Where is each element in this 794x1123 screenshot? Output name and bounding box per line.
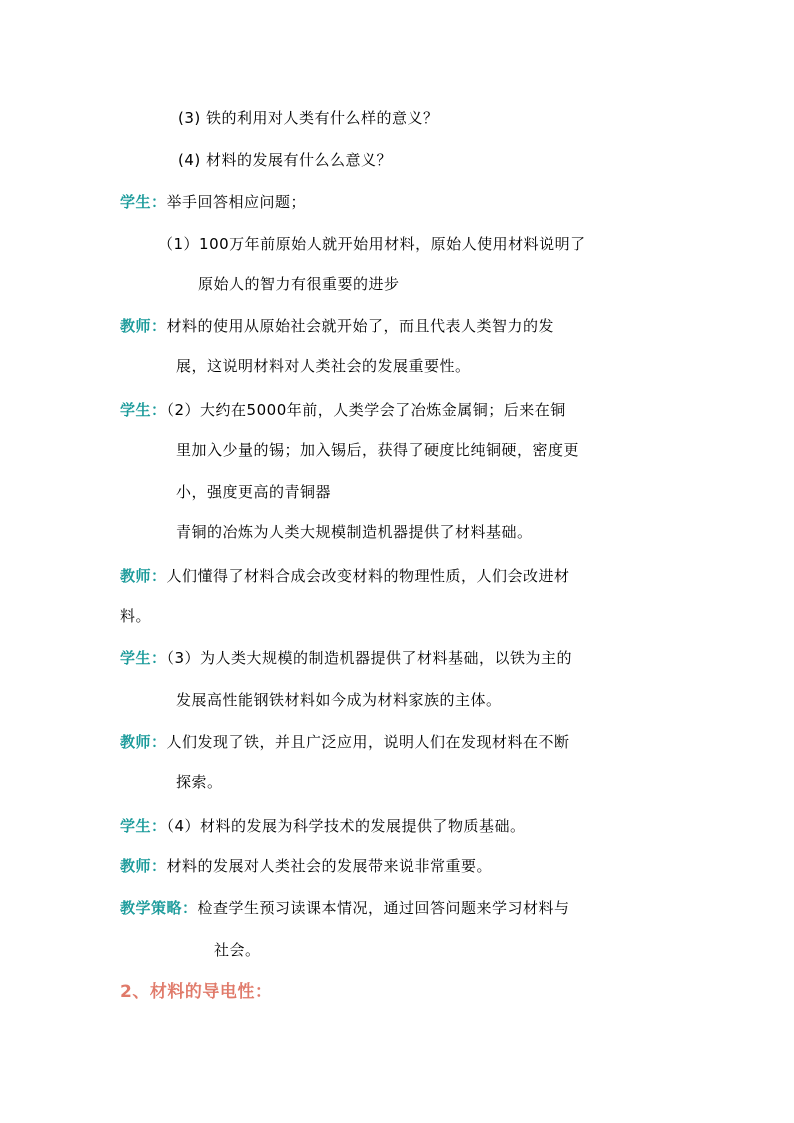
student-response-2 [120,400,566,420]
student-response-4 [120,816,526,836]
answer-1-line-2: 原始人的智力有很重要的进步 [198,275,400,293]
response-text: 材料的使用从原始社会就开始了，而且代表人类智力的发 [166,317,555,335]
teacher-response-1 [120,316,554,336]
student-response-2-line-4: 青铜的冶炼为人类大规模制造机器提供了材料基础。 [176,523,533,541]
student-response-3 [120,648,572,668]
student-response-3-line-2: 发展高性能钢铁材料如今成为材料家族的主体。 [176,691,502,709]
teacher-response-3-line-2: 探索。 [176,773,223,791]
teacher-response-4 [120,856,492,876]
speaker-label: 学生： [120,401,167,419]
student-response-2-line-3: 小，强度更高的青铜器 [176,483,332,501]
teacher-response-3 [120,732,570,752]
response-text: 人们发现了铁，并且广泛应用，说明人们在发现材料在不断 [166,733,570,751]
speaker-label: 教师： [120,857,167,875]
student-response-2-line-2: 里加入少量的锡；加入锡后，获得了硬度比纯铜硬，密度更 [176,441,580,459]
speaker-label: 教学策略： [120,899,198,917]
response-text: 材料的发展对人类社会的发展带来说非常重要。 [166,857,493,875]
speaker-label: 学生： [120,193,167,211]
teaching-strategy-line-2: 社会。 [214,941,261,959]
section-heading: 2、材料的导电性： [120,982,273,1002]
question-3: (3) 铁的利用对人类有什么样的意义？ [178,109,439,127]
teaching-strategy [120,898,570,918]
strategy-text: 检查学生预习读课本情况，通过回答问题来学习材料与 [197,899,570,917]
teacher-response-2 [120,566,570,586]
teacher-response-1-line-2: 展，这说明材料对人类社会的发展重要性。 [176,357,471,375]
teacher-response-2-line-2: 料。 [120,607,152,625]
speaker-label: 教师： [120,317,167,335]
question-4: (4) 材料的发展有什么么意义？ [178,151,393,169]
response-text: （2）大约在5000年前，人类学会了冶炼金属铜；后来在铜 [166,401,566,419]
student-response-1 [120,192,306,212]
speaker-label: 学生： [120,817,167,835]
response-text: 人们懂得了材料合成会改变材料的物理性质，人们会改进材 [166,567,570,585]
response-text: （4）材料的发展为科学技术的发展提供了物质基础。 [166,817,526,835]
speaker-label: 学生： [120,649,167,667]
speaker-label: 教师： [120,567,167,585]
speaker-label: 教师： [120,733,167,751]
response-text: （3）为人类大规模的制造机器提供了材料基础，以铁为主的 [166,649,573,667]
answer-1-line-1: （1）100万年前原始人就开始用材料，原始人使用材料说明了 [158,235,586,253]
response-text: 举手回答相应问题； [166,193,307,211]
